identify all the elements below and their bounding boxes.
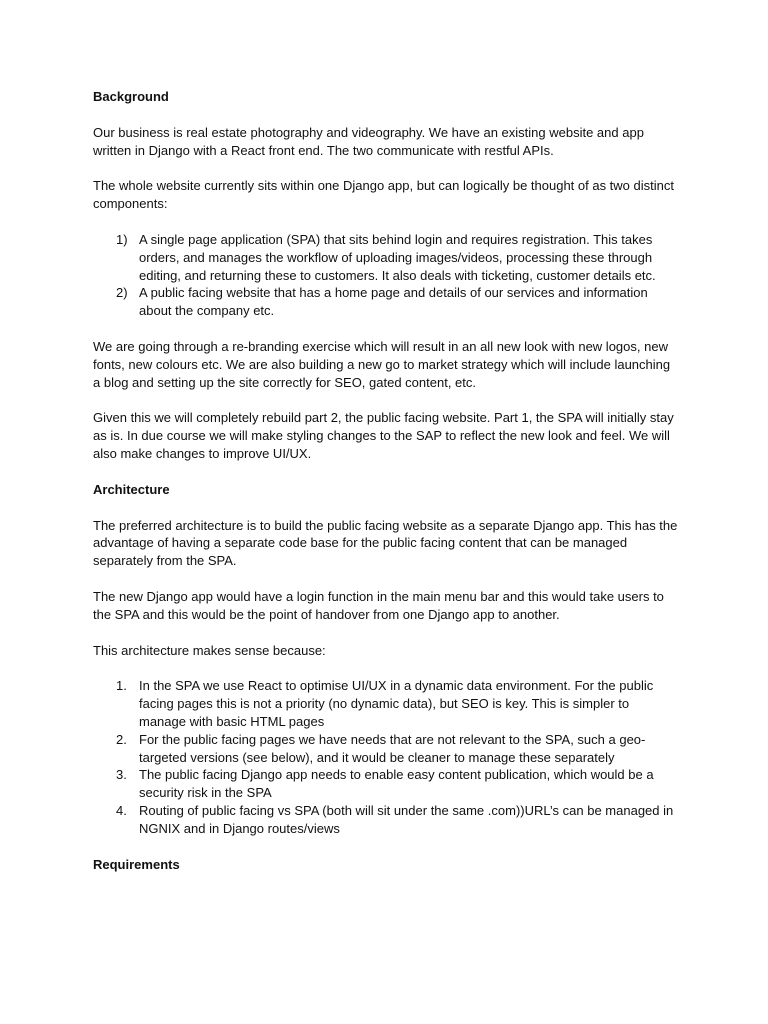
section-heading-background: Background	[93, 89, 169, 104]
list-item	[93, 677, 678, 730]
list-marker: 2)	[116, 285, 128, 301]
section-heading-architecture: Architecture	[93, 481, 170, 497]
list-item-text: In the SPA we use React to optimise UI/UX in a dynamic data environment. For the public facing pages this is not a priority (no dynamic data), but SEO is key. This is simpler to manage with basic HTML pages	[139, 678, 654, 729]
paragraph: The whole website currently sits within one Django app, but can logically be thought of as two distinct components:	[93, 178, 674, 212]
list-marker: 2.	[116, 731, 127, 747]
list-marker: 1.	[116, 678, 127, 694]
list-item	[93, 284, 678, 320]
list-item	[93, 766, 678, 802]
numbered-list	[93, 677, 678, 837]
paragraph: The preferred architecture is to build the public facing website as a separate Django app. This has the advantage of having a separate code base for the public facing content that can be managed separately from the SPA.	[93, 517, 678, 569]
list-item-text: A public facing website that has a home page and details of our services and information about the company etc.	[139, 285, 648, 319]
section-heading-requirements: Requirements	[93, 856, 180, 872]
document-page	[93, 88, 678, 891]
list-item-text: For the public facing pages we have needs that are not relevant to the SPA, such a geo-targeted versions (see below), and it would be cleaner to manage these separately	[139, 731, 646, 765]
paragraph: The new Django app would have a login function in the main menu bar and this would take users to the SPA and this would be the point of handover from one Django app to another.	[93, 588, 664, 622]
paragraph: Given this we will completely rebuild part 2, the public facing website. Part 1, the SPA will initially stay as is. In due course we will make styling changes to the SAP to reflect the new look and feel. We will also make changes to improve UI/UX.	[93, 410, 674, 461]
list-item	[93, 731, 678, 767]
paragraph: This architecture makes sense because:	[93, 642, 326, 658]
list-item-text: A single page application (SPA) that sits behind login and requires registration. This takes orders, and manages the workflow of uploading images/videos, processing these through editing, and returning these to customers. It also deals with ticketing, customer details etc.	[139, 231, 656, 283]
list-item	[93, 802, 678, 838]
list-marker: 3.	[116, 767, 127, 783]
list-item-text: Routing of public facing vs SPA (both will sit under the same .com))URL’s can be managed in NGNIX and in Django routes/views	[139, 802, 674, 836]
list-marker: 1)	[116, 231, 128, 247]
list-item-text: The public facing Django app needs to enable easy content publication, which would be a security risk in the SPA	[139, 767, 654, 801]
list-item	[93, 231, 678, 284]
paragraph: Our business is real estate photography and videography. We have an existing website and app written in Django with a React front end. The two communicate with restful APIs.	[93, 124, 644, 158]
paragraph: We are going through a re-branding exercise which will result in an all new look with new logos, new fonts, new colours etc. We are also building a new go to market strategy which will include launching a blog and setting up the site correctly for SEO, gated content, etc.	[93, 338, 671, 390]
list-marker: 4.	[116, 802, 127, 818]
numbered-list	[93, 231, 678, 320]
